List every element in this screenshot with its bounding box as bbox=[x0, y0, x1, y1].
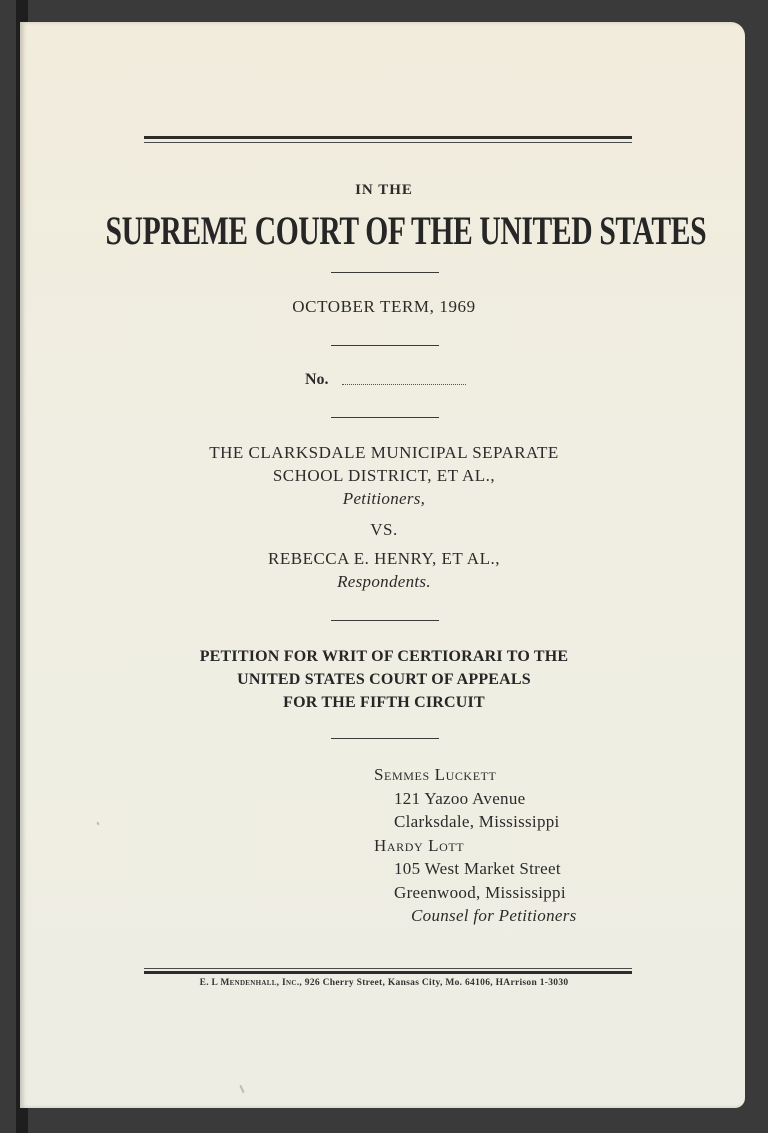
counsel-name: Hardy Lott bbox=[374, 835, 465, 855]
petitioner-role: Petitioners, bbox=[342, 489, 426, 508]
counsel-name: Semmes Luckett bbox=[374, 765, 497, 784]
case-number-label: No. bbox=[305, 371, 329, 388]
printer-imprint bbox=[0, 978, 768, 988]
respondent-name: REBECCA E. HENRY, ET AL., bbox=[268, 549, 500, 568]
court-term: OCTOBER TERM, 1969 bbox=[292, 297, 476, 316]
counsel-address-line1: 121 Yazoo Avenue bbox=[394, 788, 526, 808]
case-number-blank bbox=[342, 384, 466, 385]
court-title bbox=[0, 208, 768, 254]
bottom-double-rule bbox=[144, 968, 632, 976]
divider-rule bbox=[331, 345, 439, 346]
top-double-rule bbox=[144, 136, 632, 144]
petition-title bbox=[0, 645, 768, 714]
rule-thick bbox=[144, 971, 632, 974]
petitioner-name-line1: THE CLARKSDALE MUNICIPAL SEPARATE bbox=[209, 443, 559, 462]
printer-initials: E. L bbox=[199, 978, 218, 988]
counsel-address-line1: 105 West Market Street bbox=[394, 859, 561, 878]
versus bbox=[0, 518, 768, 541]
divider-rule bbox=[331, 417, 439, 418]
counsel-block bbox=[374, 763, 577, 928]
printer-address: 926 Cherry Street, Kansas City, Mo. 64106, HArrison 1-3030 bbox=[304, 978, 569, 988]
counsel-address-line2: Greenwood, Mississippi bbox=[394, 882, 566, 902]
printer-firm: Mendenhall, Inc., bbox=[220, 978, 303, 988]
rule-thin bbox=[144, 968, 632, 969]
counsel-address-line2: Clarksdale, Mississippi bbox=[394, 812, 560, 831]
rule-thick bbox=[144, 136, 632, 139]
divider-rule bbox=[331, 738, 439, 739]
petitioner-name-line2: SCHOOL DISTRICT, ET AL., bbox=[272, 466, 496, 485]
rule-thin bbox=[144, 142, 632, 143]
divider-rule bbox=[331, 620, 439, 621]
court-prefix: IN THE bbox=[355, 182, 413, 198]
petition-line-3: FOR THE FIFTH CIRCUIT bbox=[283, 694, 485, 711]
petition-line-1: PETITION FOR WRIT OF CERTIORARI TO THE bbox=[199, 648, 569, 665]
counsel-role: Counsel for Petitioners bbox=[411, 906, 577, 925]
case-parties bbox=[0, 441, 768, 593]
versus-text: VS. bbox=[370, 520, 398, 539]
petition-line-2: UNITED STATES COURT OF APPEALS bbox=[237, 671, 531, 688]
divider-rule bbox=[331, 272, 439, 273]
respondent-role: Respondents. bbox=[337, 572, 431, 591]
court-title-text: SUPREME COURT OF THE UNITED STATES bbox=[105, 208, 707, 253]
